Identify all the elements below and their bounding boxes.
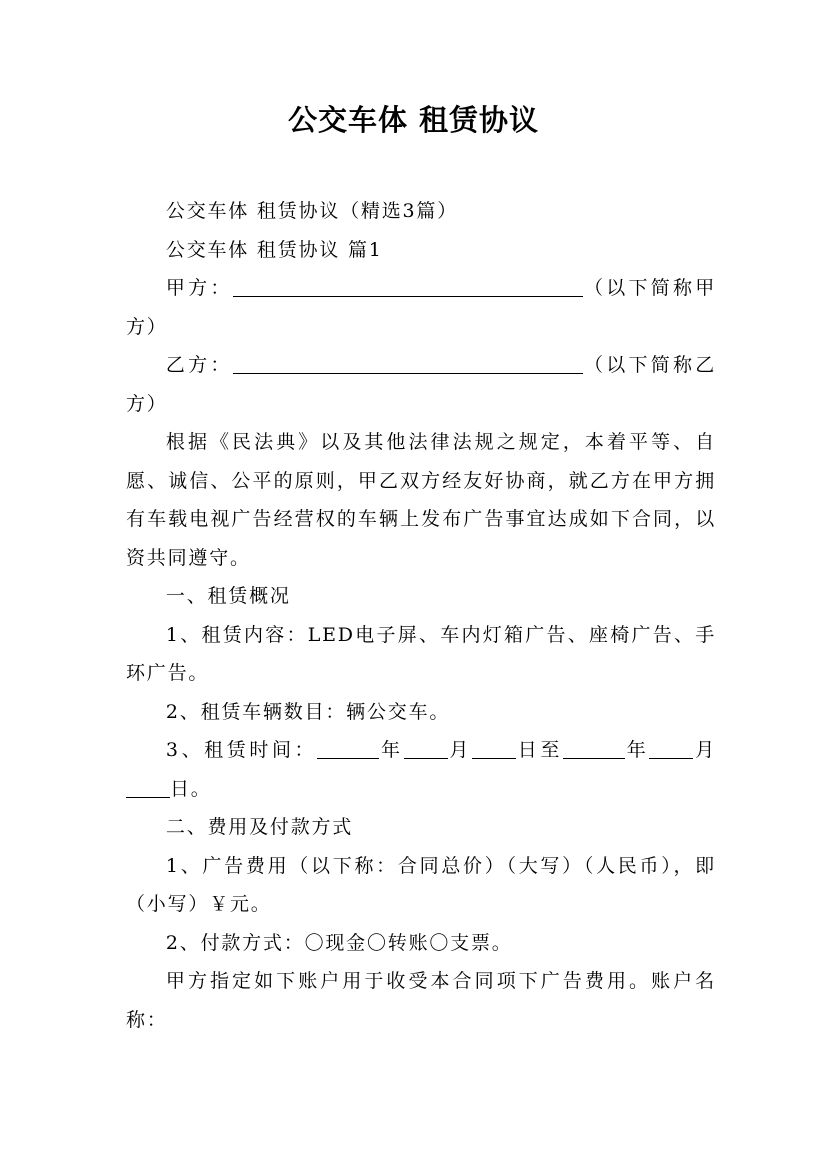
subtitle: 公交车体 租赁协议（精选3篇） — [165, 200, 459, 222]
party-b-suffix: （以下简称乙方） — [126, 354, 716, 415]
section1-heading: 一、租赁概况 — [165, 585, 291, 607]
start-month-unit: 月 — [447, 739, 472, 761]
section1-item2: 2、租赁车辆数目：辆公交车。 — [165, 700, 451, 723]
end-day-blank — [126, 775, 170, 798]
party-b-label: 乙方： — [165, 354, 233, 376]
start-year-unit: 年 — [379, 739, 404, 761]
section1-item1: 1、租赁内容：LED电子屏、车内灯箱广告、座椅广告、手环广告。 — [126, 623, 716, 684]
party-a-suffix: （以下简称甲方） — [126, 277, 716, 338]
start-month-blank — [404, 736, 448, 759]
end-month-unit: 月 — [693, 739, 716, 761]
section-heading: 公交车体 租赁协议 篇1 — [165, 238, 383, 261]
document-body — [126, 192, 716, 1039]
start-day-unit: 日至 — [515, 739, 563, 761]
party-a-label: 甲方： — [165, 277, 233, 299]
section1-item3 — [126, 731, 716, 808]
party-b-line — [126, 346, 716, 423]
section2-item1: 1、广告费用（以下称：合同总价）（大写）（人民币），即（小写）￥元。 — [126, 854, 716, 915]
end-day-unit: 日。 — [170, 777, 212, 800]
section2-item2: 2、付款方式：〇现金〇转账〇支票。 — [165, 931, 513, 954]
end-year-unit: 年 — [624, 739, 650, 761]
start-year-blank — [317, 736, 379, 759]
party-a-line — [126, 269, 716, 346]
account-paragraph: 甲方指定如下账户用于收受本合同项下广告费用。账户名称： — [126, 970, 716, 1031]
intro-paragraph: 根据《民法典》以及其他法律法规之规定，本着平等、自愿、诚信、公平的原则，甲乙双方经友好协商，就乙方在甲方拥有车载电视广告经营权的车辆上发布广告事宜达成如下合同，以资共同遵守。 — [126, 431, 716, 569]
rental-period-label: 3、租赁时间： — [165, 739, 318, 761]
party-a-blank — [233, 274, 583, 297]
start-day-blank — [472, 736, 516, 759]
document-title: 公交车体 租赁协议 — [287, 103, 540, 137]
party-b-blank — [233, 351, 583, 374]
end-month-blank — [649, 736, 693, 759]
end-year-blank — [563, 736, 625, 759]
section2-heading: 二、费用及付款方式 — [165, 816, 354, 838]
